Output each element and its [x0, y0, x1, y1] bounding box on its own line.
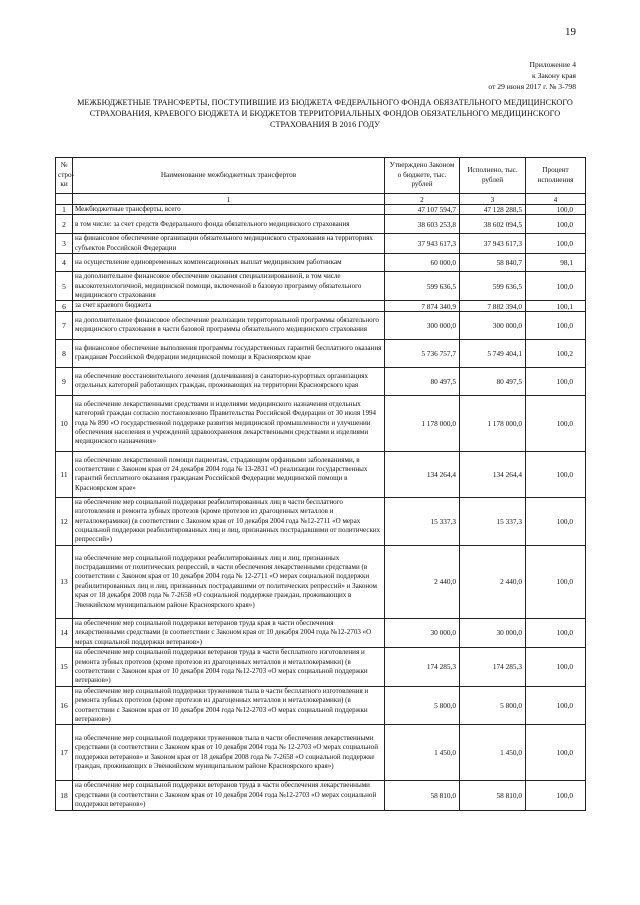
executed-amount: 58 810,0	[460, 781, 526, 810]
appendix-date: от 29 июня 2017 г. № 3-798	[488, 82, 576, 91]
row-number: 7	[56, 311, 73, 339]
executed-amount: 5 749 404,1	[460, 339, 526, 367]
execution-percent: 100,0	[526, 497, 586, 545]
row-number: 4	[56, 254, 73, 272]
execution-percent: 100,0	[526, 215, 586, 234]
approved-amount: 60 000,0	[385, 254, 460, 272]
transfer-name: на дополнительное финансовое обеспечение реализации территориальной программы обязательного медицинского страхования в части базовой программы обязательного медицинского страхования	[73, 311, 385, 339]
header-percent: Процент исполнения	[526, 158, 586, 194]
table-row	[56, 497, 586, 545]
row-number: 8	[56, 339, 73, 367]
column-number: 2	[385, 194, 460, 205]
approved-amount: 2 440,0	[385, 545, 460, 618]
header-approved: Утверждено Законом о бюджете, тыс. рублей	[385, 158, 460, 194]
transfer-name: на обеспечение мер социальной поддержки ветеранов труда края в части обеспечения лекарственными средствами (в соответствии с Законом края от 10 декабря 2004 года №12-2703 «О мерах социальной поддержки ветеранов»)	[73, 618, 385, 647]
executed-amount: 7 882 394,0	[460, 301, 526, 311]
approved-amount: 80 497,5	[385, 367, 460, 395]
table-row	[56, 215, 586, 234]
transfer-name: за счет краевого бюджета	[73, 301, 385, 311]
approved-amount: 5 800,0	[385, 686, 460, 725]
executed-amount: 1 450,0	[460, 725, 526, 781]
approved-amount: 1 450,0	[385, 725, 460, 781]
execution-percent: 100,0	[526, 725, 586, 781]
row-number: 15	[56, 648, 73, 687]
row-number: 10	[56, 395, 73, 451]
approved-amount: 47 107 594,7	[385, 205, 460, 215]
table-row	[56, 725, 586, 781]
execution-percent: 100,0	[526, 234, 586, 254]
column-number-blank	[56, 194, 73, 205]
column-number: 1	[73, 194, 385, 205]
approved-amount: 5 736 757,7	[385, 339, 460, 367]
transfer-name: на обеспечение мер социальной поддержки ветеранов труда в части обеспечения лекарственными средствами (в соответствии с Законом края от 10 декабря 2004 года №12-2703 «О мерах социальной поддержки ветеранов»)	[73, 781, 385, 810]
transfer-name: Межбюджетные трансферты, всего	[73, 205, 385, 215]
executed-amount: 300 000,0	[460, 311, 526, 339]
transfer-name: на финансовое обеспечение выполнения программы государственных гарантий бесплатного оказания гражданам Российской Федерации медицинской помощи в Красноярском крае	[73, 339, 385, 367]
table-body	[56, 205, 586, 811]
executed-amount: 30 000,0	[460, 618, 526, 647]
title-line-3: СТРАХОВАНИЯ В 2016 ГОДУ	[269, 120, 381, 129]
execution-percent: 100,1	[526, 301, 586, 311]
header-transfer-name: Наименование межбюджетных трансфертов	[73, 158, 385, 194]
transfer-name: на финансовое обеспечение организации обязательного медицинского страхования на территориях субъектов Российской Федерации	[73, 234, 385, 254]
transfer-name: на обеспечение мер социальной поддержки ветеранов труда в части бесплатного изготовления и ремонта зубных протезов (кроме протезов из драгоценных металлов и металлокерамики) (в соответствии с Законом края от 10 декабря 2004 года №12-2703 «О мерах социальной поддержки ветеранов»)	[73, 648, 385, 687]
execution-percent: 100,0	[526, 545, 586, 618]
column-numbers-row	[56, 194, 586, 205]
approved-amount: 1 178 000,0	[385, 395, 460, 451]
approved-amount: 37 943 617,3	[385, 234, 460, 254]
transfer-name: на дополнительное финансовое обеспечение оказания специализированной, в том числе высокотехнологичной, медицинской помощи, включенной в базовую программу обязательного медицинского страхования	[73, 272, 385, 301]
table-row	[56, 311, 586, 339]
execution-percent: 100,0	[526, 451, 586, 497]
table-row	[56, 234, 586, 254]
execution-percent: 100,0	[526, 648, 586, 687]
table-row	[56, 367, 586, 395]
executed-amount: 15 337,3	[460, 497, 526, 545]
title-line-2: СТРАХОВАНИЯ, КРАЕВОГО БЮДЖЕТА И БЮДЖЕТОВ ТЕРРИТОРИАЛЬНЫХ ФОНДОВ ОБЯЗАТЕЛЬНОГО МЕДИЦИНСКОГО	[89, 109, 561, 118]
transfer-name: на осуществление единовременных компенсационных выплат медицинским работникам	[73, 254, 385, 272]
execution-percent: 100,0	[526, 272, 586, 301]
approved-amount: 134 264,4	[385, 451, 460, 497]
appendix-reference	[488, 59, 576, 92]
transfer-name: на обеспечение восстановительного лечения (долечивания) в санаторно-курортных организациях отдельных категорий работающих граждан, проживающих на территории Красноярского края	[73, 367, 385, 395]
executed-amount: 80 497,5	[460, 367, 526, 395]
header-executed: Исполнено, тыс. рублей	[460, 158, 526, 194]
transfers-table	[55, 157, 586, 811]
executed-amount: 1 178 000,0	[460, 395, 526, 451]
row-number: 6	[56, 301, 73, 311]
row-number: 16	[56, 686, 73, 725]
row-number: 3	[56, 234, 73, 254]
executed-amount: 5 800,0	[460, 686, 526, 725]
execution-percent: 98,1	[526, 254, 586, 272]
table-row	[56, 686, 586, 725]
execution-percent: 100,0	[526, 686, 586, 725]
row-number: 11	[56, 451, 73, 497]
table-header-row	[56, 158, 586, 194]
approved-amount: 300 000,0	[385, 311, 460, 339]
row-number: 12	[56, 497, 73, 545]
row-number: 13	[56, 545, 73, 618]
table-row	[56, 648, 586, 687]
page-number: 19	[565, 26, 576, 38]
approved-amount: 38 603 253,8	[385, 215, 460, 234]
title-line-1: МЕЖБЮДЖЕТНЫЕ ТРАНСФЕРТЫ, ПОСТУПИВШИЕ ИЗ БЮДЖЕТА ФЕДЕРАЛЬНОГО ФОНДА ОБЯЗАТЕЛЬНОГО МЕДИЦИНСКОГО	[77, 98, 573, 107]
transfer-name: на обеспечение мер социальной поддержки реабилитированных лиц в части бесплатного изготовления и ремонта зубных протезов (кроме протезов из драгоценных металлов и металлокерамики) (в соответствии с Законом края от 10 декабря 2004 года №12-2711 «О мерах социальной поддержки реабилитированных лиц и лиц, признанных пострадавшими от политических репрессий»)	[73, 497, 385, 545]
document-title	[60, 97, 590, 130]
executed-amount: 58 840,7	[460, 254, 526, 272]
approved-amount: 599 636,5	[385, 272, 460, 301]
executed-amount: 134 264,4	[460, 451, 526, 497]
execution-percent: 100,0	[526, 618, 586, 647]
table-row	[56, 272, 586, 301]
approved-amount: 174 285,3	[385, 648, 460, 687]
executed-amount: 2 440,0	[460, 545, 526, 618]
row-number: 5	[56, 272, 73, 301]
executed-amount: 38 602 094,5	[460, 215, 526, 234]
appendix-law: к Закону края	[532, 71, 576, 80]
row-number: 14	[56, 618, 73, 647]
table-row	[56, 254, 586, 272]
transfer-name: на обеспечение лекарственной помощи пациентам, страдающим орфанными заболеваниями, в соответствии с Законом края от 24 декабря 2004 года № 13-2831 «О реализации государственных гарантий бесплатного оказания гражданам Российской Федерации медицинской помощи в Красноярском крае»	[73, 451, 385, 497]
execution-percent: 100,0	[526, 367, 586, 395]
column-number: 4	[526, 194, 586, 205]
table-row	[56, 395, 586, 451]
transfer-name: на обеспечение мер социальной поддержки тружеников тыла в части бесплатного изготовления и ремонта зубных протезов (кроме протезов из драгоценных металлов и металлокерамики) (в соответствии с Законом края от 10 декабря 2004 года №12-2703 «О мерах социальной поддержки ветеранов»)	[73, 686, 385, 725]
table-row	[56, 545, 586, 618]
execution-percent: 100,0	[526, 311, 586, 339]
column-number: 3	[460, 194, 526, 205]
row-number: 17	[56, 725, 73, 781]
executed-amount: 37 943 617,3	[460, 234, 526, 254]
table-row	[56, 781, 586, 810]
execution-percent: 100,2	[526, 339, 586, 367]
table-row	[56, 451, 586, 497]
approved-amount: 30 000,0	[385, 618, 460, 647]
approved-amount: 7 874 340,9	[385, 301, 460, 311]
row-number: 9	[56, 367, 73, 395]
execution-percent: 100,0	[526, 395, 586, 451]
transfer-name: в том числе: за счет средств Федерального фонда обязательного медицинского страхования	[73, 215, 385, 234]
row-number: 2	[56, 215, 73, 234]
table-row	[56, 339, 586, 367]
executed-amount: 47 128 288,5	[460, 205, 526, 215]
executed-amount: 174 285,3	[460, 648, 526, 687]
executed-amount: 599 636,5	[460, 272, 526, 301]
appendix-label: Приложение 4	[529, 60, 576, 69]
row-number: 18	[56, 781, 73, 810]
transfer-name: на обеспечение лекарственными средствами и изделиями медицинского назначения отдельных категорий граждан согласно постановлению Правительства Российской Федерации от 30 июля 1994 года № 890 «О государственной поддержке развития медицинской промышленности и улучшении обеспечения населения и учреждений здравоохранения лекарственными средствами и изделиями медицинского назначения»	[73, 395, 385, 451]
transfer-name: на обеспечение мер социальной поддержки тружеников тыла в части обеспечения лекарственными средствами (в соответствии с Законом края от 10 декабря 2004 года № 12-2703 «О мерах социальной поддержки ветеранов» и Законом края от 18 декабря 2008 года № 7-2658 «О социальной поддержке граждан, проживающих в Эвенкийском муниципальном районе Красноярского края»)	[73, 725, 385, 781]
row-number: 1	[56, 205, 73, 215]
table-row	[56, 618, 586, 647]
table-row	[56, 301, 586, 311]
header-row-number: № стро-ки	[56, 158, 73, 194]
table-row	[56, 205, 586, 215]
approved-amount: 15 337,3	[385, 497, 460, 545]
execution-percent: 100,0	[526, 781, 586, 810]
transfer-name: на обеспечение мер социальной поддержки реабилитированных лиц и лиц, признанных пострадавшими от политических репрессий, в части обеспечения лекарственными средствами (в соответствии с Законом края от 10 декабря 2004 года № 12-2711 «О мерах социальной поддержки реабилитированных лиц и лиц, признанных пострадавшими от политических репрессий» и Законом края от 18 декабря 2008 года № 7-2658 «О социальной поддержке граждан, проживающих в Эвенкийском муниципальном районе Красноярского края»)	[73, 545, 385, 618]
execution-percent: 100,0	[526, 205, 586, 215]
approved-amount: 58 810,0	[385, 781, 460, 810]
